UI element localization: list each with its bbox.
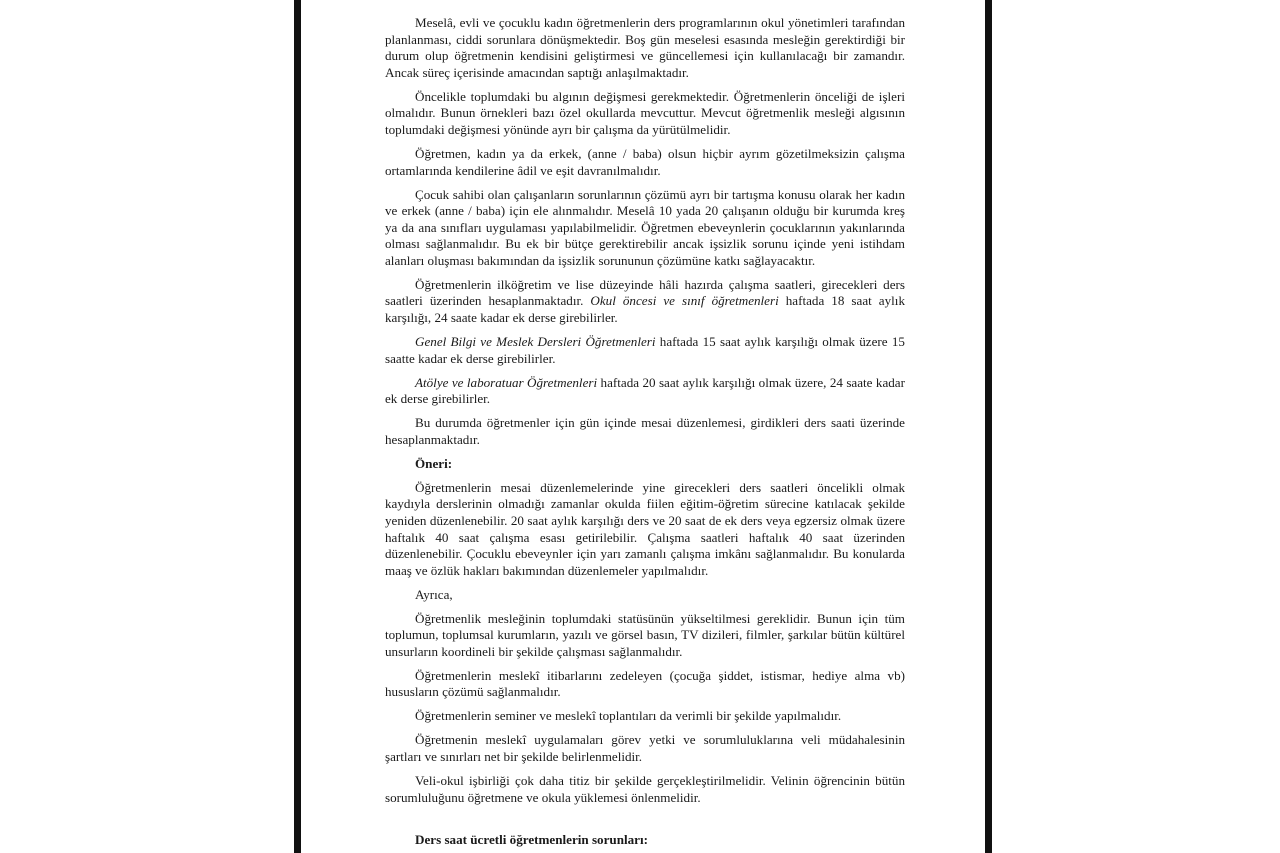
paragraph: Öğretmenlerin seminer ve meslekî toplantıları da verimli bir şekilde yapılmalıdır. <box>415 708 842 724</box>
page-content <box>385 15 905 853</box>
paragraph <box>385 375 905 408</box>
paragraph-text: haftada 15 saat aylık karşılığı olmak üzere 15 saatte kadar ek derse girebilirler. <box>385 334 905 366</box>
section-heading-oneri: Öneri: <box>415 455 453 471</box>
paragraph-italic-text: Okul öncesi ve sınıf öğretmenleri <box>590 293 779 309</box>
paragraph-text: haftada 18 saat aylık karşılığı, 24 saate kadar ek derse girebilirler. <box>385 293 905 326</box>
paragraph: Öğretmenlerin mesai düzenlemelerinde yine girecekleri ders saatleri öncelikli olmak kaydıyla derslerinin olmadığı zamanlar okulda fiilen eğitim-öğretim sürecine katılacak şekilde yeniden düzenlenebilir. 20 saat aylık karşılığı ders ve 20 saat de ek ders veya egzersiz olmak üzere haftalık 40 saat çalışma esası getirilebilir. Çalışma saatleri haftalık 40 saat üzerinden düzenlenebilir. Çocuklu ebeveynler için yarı zamanlı çalışma imkânı sağlanmalıdır. Bu konularda maaş ve özlük hakları bakımından düzenlemeler yapılmalıdır. <box>385 479 905 578</box>
section-heading-ders-saat-ucretli: Ders saat ücretli öğretmenlerin sorunları: <box>415 832 648 848</box>
paragraph: Öğretmenin meslekî uygulamaları görev yetki ve sorumluluklarına veli müdahalesinin şartları ve sınırları net bir şekilde belirlenmelidir. <box>385 732 905 765</box>
paragraph: Ayrıca, <box>415 586 453 602</box>
paragraph: Bu durumda öğretmenler için gün içinde mesai düzenlemesi, girdikleri ders saati üzerinde hesaplanmaktadır. <box>385 415 905 447</box>
paragraph: Veli-okul işbirliği çok daha titiz bir şekilde gerçekleştirilmelidir. Velinin öğrencinin bütün sorumluluğunu öğretmene ve okula yüklemesi önlenmelidir. <box>385 773 905 805</box>
paragraph-italic-text: Atölye ve laboratuar Öğretmenleri <box>415 374 598 390</box>
page-left-border <box>294 0 301 853</box>
paragraph-text: Öğretmenlerin ilköğretim ve lise düzeyinde hâli hazırda çalışma saatleri, girecekleri ders saatleri üzerinden hesaplanmaktadır. <box>385 276 905 309</box>
paragraph: Öğretmenlerin meslekî itibarlarını zedeleyen (çocuğa şiddet, istismar, hediye alma vb) hususların çözümü sağlanmalıdır. <box>385 667 905 700</box>
document-page <box>301 0 985 853</box>
paragraph <box>385 277 905 327</box>
page-right-border <box>985 0 992 853</box>
paragraph: Öğretmen, kadın ya da erkek, (anne / baba) olsun hiçbir ayrım gözetilmeksizin çalışma ortamlarında kendilerine âdil ve eşit davranılmalıdır. <box>385 145 905 178</box>
paragraph-text: haftada 20 saat aylık karşılığı olmak üzere, 24 saate kadar ek derse girebilirler. <box>385 374 905 407</box>
paragraph: Çocuk sahibi olan çalışanların sorunlarının çözümü ayrı bir tartışma konusu olarak her kadın ve erkek (anne / baba) için ele alınmalıdır. Meselâ 10 yada 20 çalışanın olduğu bir kurumda kreş ya da ana sınıfları uygulaması yapılabilmelidir. Öğretmen ebeveynlerin çocuklarının yakınlarında olması sağlanmalıdır. Bu ek bir bütçe gerektirebilir ancak işsizlik sorunu içinde yeni istihdam alanları oluşması bakımından da işsizlik sorununun çözümüne katkı sağlayacaktır. <box>385 186 905 268</box>
paragraph: Öncelikle toplumdaki bu algının değişmesi gerekmektedir. Öğretmenlerin önceliği de işleri olmalıdır. Bunun örnekleri bazı özel okullarda mevcuttur. Mevcut öğretmenlik mesleği algısının toplumdaki değişmesi yönünde ayrı bir çalışma da yürütülmelidir. <box>385 88 905 137</box>
paragraph-italic-text: Genel Bilgi ve Meslek Dersleri Öğretmenleri <box>415 334 656 350</box>
paragraph: Meselâ, evli ve çocuklu kadın öğretmenlerin ders programlarının okul yönetimleri tarafından planlanması, ciddi sorunlara dönüşmektedir. Boş gün meselesi esasında mesleğin gerektirdiği bir durum olup öğretmenin kendisini geliştirmesi ve güncellemesi için kullanılacağı bir zamandır. Ancak süreç içerisinde amacından saptığı anlaşılmaktadır. <box>385 15 905 80</box>
paragraph <box>385 334 905 367</box>
paragraph: Öğretmenlik mesleğinin toplumdaki statüsünün yükseltilmesi gereklidir. Bunun için tüm toplumun, toplumsal kurumların, yazılı ve görsel basın, TV dizileri, filmler, şarkılar bütün kültürel unsurların koordineli bir şekilde çalışması sağlanmalıdır. <box>385 610 905 659</box>
